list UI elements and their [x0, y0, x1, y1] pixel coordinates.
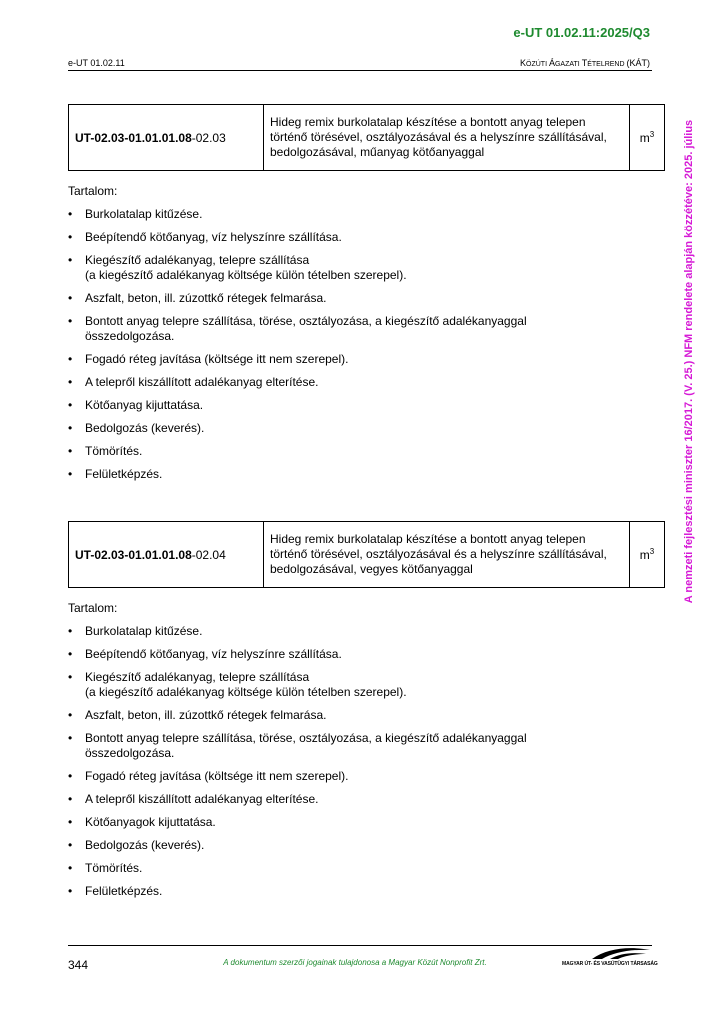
bullet-icon: • [68, 731, 73, 745]
list-item-text: Bontott anyag telepre szállítása, törése, osztályozása, a kiegészítő adalékanyaggal [85, 314, 527, 328]
item-code-suffix: -02.03 [191, 130, 226, 145]
bullet-icon: • [68, 792, 73, 806]
unit-base: m [639, 548, 650, 562]
list-item-text: Felületképzés. [85, 467, 163, 481]
bullet-icon: • [68, 647, 73, 661]
header-right-k: K [520, 58, 527, 68]
list-item-text: Tömörítés. [85, 861, 143, 875]
item-description: Hideg remix burkolatalap készítése a bontott anyag telepen történő törésével, osztályozásával és a helyszínre szállításával, bedolgozásával, vegyes kötőanyaggal [264, 522, 630, 588]
list-item [68, 815, 668, 830]
bullet-icon: • [68, 708, 73, 722]
item-code [69, 105, 264, 171]
document-code: e-UT 01.02.11:2025/Q3 [513, 25, 650, 40]
list-item [68, 421, 668, 436]
list-item-text: Felületképzés. [85, 884, 163, 898]
header-divider [68, 70, 652, 71]
item-content-1 [68, 184, 668, 490]
list-item-text: Kötőanyagok kijuttatása. [85, 815, 216, 829]
list-item [68, 769, 668, 784]
list-item-text: Fogadó réteg javítása (költsége itt nem szerepel). [85, 769, 349, 783]
header-right-t: T [581, 58, 588, 68]
list-item-text: Fogadó réteg javítása (költsége itt nem szerepel). [85, 352, 349, 366]
item-code-bold: UT-02.03-01.01.01.08 [75, 547, 192, 562]
list-item [68, 230, 668, 245]
bullet-icon: • [68, 291, 73, 305]
list-item-text: Aszfalt, beton, ill. zúzottkő rétegek felmarása. [85, 291, 327, 305]
list-item [68, 467, 668, 482]
unit-superscript: 3 [649, 130, 655, 139]
list-item [68, 444, 668, 459]
list-item [68, 352, 668, 367]
item-table-1 [68, 104, 665, 171]
list-item-text: Kötőanyag kijuttatása. [85, 398, 204, 412]
list-item [68, 861, 668, 876]
list-item [68, 708, 668, 723]
bullet-icon: • [68, 314, 73, 328]
list-item [68, 291, 668, 306]
page-number: 344 [68, 958, 89, 972]
list-item-text: Burkolatalap kitűzése. [85, 624, 203, 638]
bullet-icon: • [68, 352, 73, 366]
company-logo-text: MAGYAR ÚT- ÉS VASÚTÜGYI TÁRSASÁG [562, 961, 658, 967]
list-item-text: Burkolatalap kitűzése. [85, 207, 203, 221]
list-item-text: Tömörítés. [85, 444, 143, 458]
list-item-text: A telepről kiszállított adalékanyag elterítése. [85, 792, 319, 806]
unit-superscript: 3 [649, 547, 655, 556]
list-item-text: Aszfalt, beton, ill. zúzottkő rétegek felmarása. [85, 708, 327, 722]
bullet-icon: • [68, 884, 73, 898]
header-right-suffix: (KÁT) [626, 58, 650, 68]
list-item [68, 647, 668, 662]
list-item-text: (a kiegészítő adalékanyag költsége külön tételben szerepel). [85, 685, 407, 699]
list-item-text: összedolgozása. [85, 329, 175, 343]
footer-copyright: A dokumentum szerzői jogainak tulajdonosa a Magyar Közút Nonprofit Zrt. [223, 958, 487, 967]
list-item [68, 398, 668, 413]
item-unit [630, 522, 665, 588]
side-publication-note: A nemzeti fejlesztési miniszter 16/2017. (V. 25.) NFM rendelete alapján közzétéve: 2025. július [683, 119, 695, 604]
content-title: Tartalom: [68, 184, 118, 198]
header-right-a-rest: GAZATI [554, 61, 582, 68]
header-left: e-UT 01.02.11 [68, 58, 125, 68]
bullet-icon: • [68, 230, 73, 244]
list-item-text: Kiegészítő adalékanyag, telepre szállítása [85, 253, 310, 267]
list-item [68, 670, 668, 700]
bullet-icon: • [68, 769, 73, 783]
list-item [68, 207, 668, 222]
header-right [520, 58, 650, 68]
list-item-text: Bedolgozás (keverés). [85, 838, 205, 852]
list-item [68, 624, 668, 639]
header-right-a: Á [548, 58, 555, 68]
unit-base: m [639, 131, 650, 145]
list-item-text: Bontott anyag telepre szállítása, törése, osztályozása, a kiegészítő adalékanyaggal [85, 731, 527, 745]
bullet-icon: • [68, 444, 73, 458]
bullet-icon: • [68, 398, 73, 412]
list-item-text: (a kiegészítő adalékanyag költsége külön tételben szerepel). [85, 268, 407, 282]
item-table-2 [68, 521, 665, 588]
list-item-text: A telepről kiszállított adalékanyag elterítése. [85, 375, 319, 389]
list-item-text: Bedolgozás (keverés). [85, 421, 205, 435]
bullet-icon: • [68, 838, 73, 852]
content-title: Tartalom: [68, 601, 118, 615]
list-item [68, 884, 668, 899]
list-item [68, 731, 668, 761]
item-code-bold: UT-02.03-01.01.01.08 [75, 130, 192, 145]
list-item [68, 314, 668, 344]
list-item [68, 253, 668, 283]
list-item-text: Kiegészítő adalékanyag, telepre szállítása [85, 670, 310, 684]
header-right-t-rest: ÉTELREND [587, 61, 627, 68]
bullet-icon: • [68, 670, 73, 684]
bullet-icon: • [68, 815, 73, 829]
list-item [68, 838, 668, 853]
list-item [68, 375, 668, 390]
item-description: Hideg remix burkolatalap készítése a bontott anyag telepen történő törésével, osztályozásával és a helyszínre szállításával, bedolgozásával, műanyag kötőanyaggal [264, 105, 630, 171]
list-item-text: Beépítendő kötőanyag, víz helyszínre szállítása. [85, 647, 342, 661]
list-item-text: összedolgozása. [85, 746, 175, 760]
item-content-2 [68, 601, 668, 907]
bullet-icon: • [68, 421, 73, 435]
bullet-icon: • [68, 861, 73, 875]
bullet-icon: • [68, 624, 73, 638]
bullet-icon: • [68, 375, 73, 389]
bullet-icon: • [68, 467, 73, 481]
item-unit [630, 105, 665, 171]
bullet-icon: • [68, 253, 73, 267]
list-item [68, 792, 668, 807]
item-code-suffix: -02.04 [191, 547, 226, 562]
bullet-icon: • [68, 207, 73, 221]
item-code [69, 522, 264, 588]
list-item-text: Beépítendő kötőanyag, víz helyszínre szállítása. [85, 230, 342, 244]
header-right-k-rest: ÖZÚTI [526, 61, 549, 68]
